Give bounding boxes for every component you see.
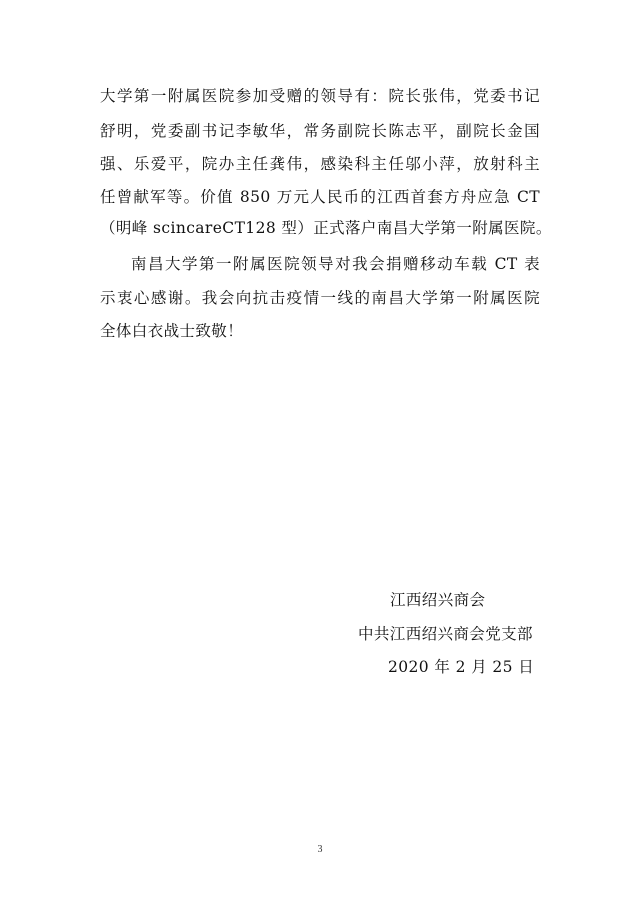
paragraph-2-line-3: 全体白衣战士致敬！ — [100, 322, 244, 340]
page-number: 3 — [317, 844, 323, 855]
signature-org: 江西绍兴商会 — [390, 591, 486, 609]
paragraph-2-line-2: 示衷心感谢。我会向抗击疫情一线的南昌大学第一附属医院 — [100, 289, 540, 307]
paragraph-2-line-1: 南昌大学第一附属医院领导对我会捐赠移动车载 CT 表 — [131, 255, 540, 273]
paragraph-1-line-1: 大学第一附属医院参加受赠的领导有：院长张伟，党委书记 — [100, 87, 540, 105]
signature-party-branch: 中共江西绍兴商会党支部 — [358, 625, 533, 643]
signature-date: 2020 年 2 月 25 日 — [388, 658, 535, 676]
paragraph-1-line-3: 强、乐爱平，院办主任龚伟，感染科主任邬小萍，放射科主 — [100, 155, 540, 173]
paragraph-1-line-5: （明峰 scincareCT128 型）正式落户南昌大学第一附属医院。 — [100, 219, 552, 237]
paragraph-1-line-4: 任曾献军等。价值 850 万元人民币的江西首套方舟应急 CT — [100, 188, 540, 206]
paragraph-1-line-2: 舒明，党委副书记李敏华，常务副院长陈志平，副院长金国 — [100, 122, 540, 140]
